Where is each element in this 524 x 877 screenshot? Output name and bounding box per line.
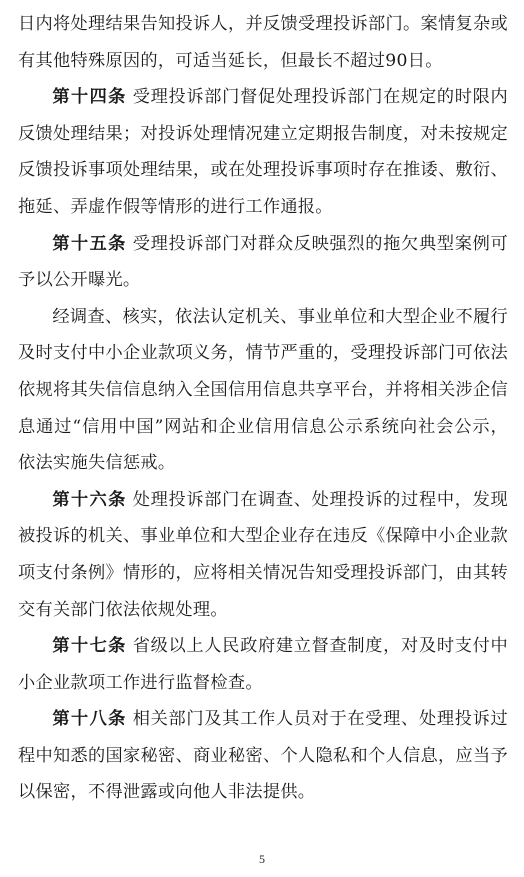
article-number: 第十六条: [52, 489, 127, 510]
article-16: [18, 482, 508, 628]
article-number: 第十七条: [52, 636, 127, 657]
article-14: [18, 79, 508, 225]
article-text: 受理投诉部门对群众反映强烈的拖欠典型案例可予以公开曝光。: [18, 233, 508, 291]
article-text: 处理投诉部门在调查、处理投诉的过程中，发现被投诉的机关、事业单位和大型企业存在违反《保障中小企业款项支付条例》情形的，应将相关情况告知受理投诉部门，由其转交有关部门依法依规处理。: [18, 489, 508, 620]
article-15-paragraph-2: [18, 299, 508, 482]
article-text: 受理投诉部门督促处理投诉部门在规定的时限内反馈处理结果；对投诉处理情况建立定期报告制度，对未按规定反馈投诉事项处理结果，或在处理投诉事项时存在推诿、敷衍、拖延、弄虚作假等情形的进行工作通报。: [18, 87, 508, 217]
article-17: [18, 628, 508, 701]
article-number: 第十四条: [52, 87, 127, 108]
paragraph-text: 经调查、核实，依法认定机关、事业单位和大型企业不履行及时支付中小企业款项义务，情节严重的，受理投诉部门可依法依规将其失信信息纳入全国信用信息共享平台，并将相关涉企信息通过“信用中国”网站和企业信用信息公示系统向社会公示，依法实施失信惩戒。: [18, 306, 508, 474]
article-number: 第十五条: [52, 233, 127, 254]
page-number: 5: [259, 852, 265, 866]
article-text: 相关部门及其工作人员对于在受理、处理投诉过程中知悉的国家秘密、商业秘密、个人隐私和个人信息，应当予以保密，不得泄露或向他人非法提供。: [18, 709, 508, 803]
article-15: [18, 226, 508, 299]
article-number: 第十八条: [52, 709, 127, 730]
paragraph-text: 日内将处理结果告知投诉人，并反馈受理投诉部门。案情复杂或有其他特殊原因的，可适当延长，但最长不超过90日。: [18, 14, 508, 71]
article-text: 省级以上人民政府建立督查制度，对及时支付中小企业款项工作进行监督检查。: [18, 636, 508, 693]
paragraph-continuation: [18, 6, 508, 79]
article-18: [18, 701, 508, 811]
document-page: [18, 6, 508, 811]
